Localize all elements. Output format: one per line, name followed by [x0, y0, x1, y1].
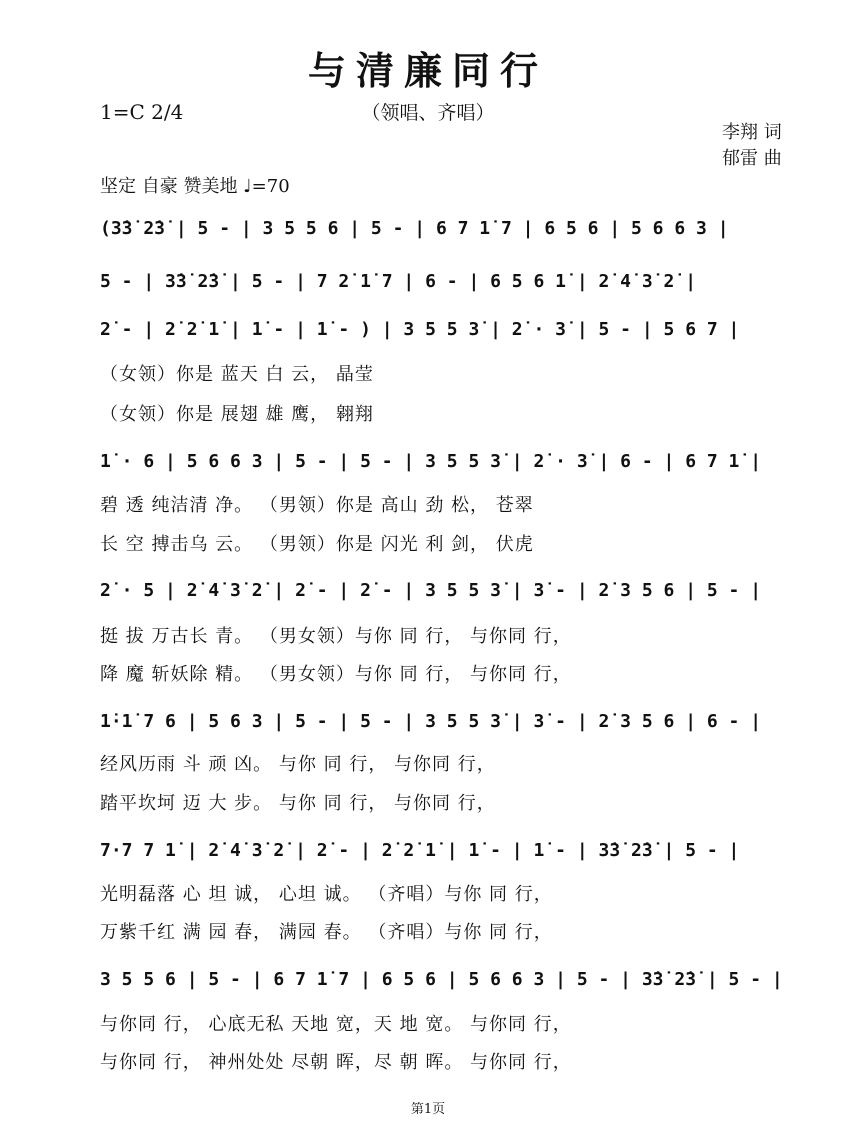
lyric-line-verse2: 长 空 搏击乌 云。 （男领）你是 闪光 利 剑， 伏虎 [100, 534, 534, 555]
page-number: 第1页 [410, 1102, 446, 1117]
notation-line: 2̇ · 5 | 2̇ 4̇ 3̇ 2̇ | 2̇ - | 2̇ - | 3 5 5 3̇ | 3̇ - | 2̇ 3 5 6 | 5 - | [100, 580, 762, 601]
song-title: 与清廉同行 [307, 49, 548, 93]
notation-line: 1̇ · 6 | 5 6 6 3 | 5 - | 5 - | 3 5 5 3̇ | 2̇ · 3̇ | 6 - | 6 7 1̇ | [100, 451, 762, 472]
lyric-line-verse1: 与你同 行， 心底无私 天地 宽，天 地 宽。 与你同 行， [100, 1014, 572, 1035]
subtitle: （领唱、齐唱） [361, 102, 495, 124]
notation-line: 3 5 5 6 | 5 - | 6 7 1̇ 7 | 6 5 6 | 5 6 6 3 | 5 - | 3̇3̇ 2̇3̇ | 5 - | [100, 969, 783, 990]
lyric-line-verse1: 光明磊落 心 坦 诚， 心坦 诚。 （齐唱）与你 同 行， [100, 884, 553, 905]
lyric-line-verse2: （女领）你是 展翅 雄 鹰， 翱翔 [100, 404, 374, 425]
lyric-line-verse1: 碧 透 纯洁清 净。 （男领）你是 高山 劲 松， 苍翠 [100, 495, 534, 516]
lyricist-credit: 李翔 词 [722, 122, 782, 143]
lyric-line-verse1: 挺 拔 万古长 青。 （男女领）与你 同 行， 与你同 行， [100, 626, 572, 647]
lyric-line-verse2: 踏平坎坷 迈 大 步。 与你 同 行， 与你同 行， [100, 793, 496, 814]
tempo-marking: 坚定 自豪 赞美地 ♩=70 [100, 176, 290, 197]
composer-credit: 郁雷 曲 [722, 148, 782, 169]
lyric-line-verse2: 万紫千红 满 园 春， 满园 春。 （齐唱）与你 同 行， [100, 922, 553, 943]
lyric-line-verse1: 经风历雨 斗 顽 凶。 与你 同 行， 与你同 行， [100, 754, 496, 775]
lyric-line-verse2: 与你同 行， 神州处处 尽朝 晖，尽 朝 晖。 与你同 行， [100, 1052, 572, 1073]
notation-line: 5 - | 3̇3̇ 2̇3̇ | 5 - | 7 2̇ 1̇ 7 | 6 - | 6 5 6 1̇ | 2̇ 4̇ 3̇ 2̇ | [100, 271, 697, 292]
lyric-line-verse2: 降 魔 斩妖除 精。 （男女领）与你 同 行， 与你同 行， [100, 664, 572, 685]
notation-line: (3̇3̇ 2̇3̇ | 5 - | 3 5 5 6 | 5 - | 6 7 1̇ 7 | 6 5 6 | 5 6 6 3 | [100, 218, 729, 239]
notation-line: 7·7 7 1̇ | 2̇ 4̇ 3̇ 2̇ | 2̇ - | 2̇ 2̇ 1̇ | 1̇ - | 1̇ - | 3̇3̇ 2̇3̇ | 5 - | [100, 840, 740, 861]
lyric-line-verse1: （女领）你是 蓝天 白 云， 晶莹 [100, 364, 374, 385]
notation-line: 1̇·1̇ 7 6 | 5 6 3 | 5 - | 5 - | 3 5 5 3̇ | 3̇ - | 2̇ 3 5 6 | 6 - | [100, 711, 762, 732]
notation-line: 2̇ - | 2̇ 2̇ 1̇ | 1̇ - | 1̇ - ) | 3 5 5 3̇ | 2̇ · 3̇ | 5 - | 5 6 7 | [100, 319, 740, 340]
key-signature: 1=C 2/4 [100, 100, 184, 124]
